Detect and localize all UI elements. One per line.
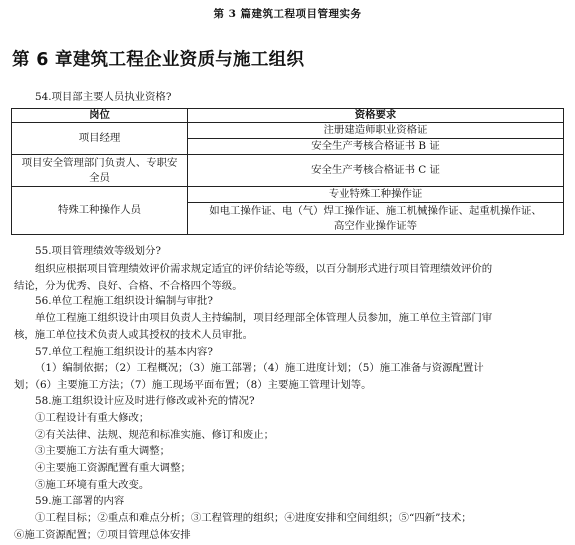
requirement-cell: 专业特殊工种操作证 (188, 187, 564, 203)
question-57: 57.单位工程施工组织设计的基本内容? (35, 346, 213, 358)
qualification-table (11, 108, 564, 235)
post-cell (12, 155, 188, 187)
question-58: 58.施工组织设计应及时进行修改或补充的情况? (35, 395, 255, 407)
answer-line: 划；（6）主要施工方法；（7）施工现场平面布置；（8）主要施工管理计划等。 (14, 379, 372, 391)
post-cell-line: 全员 (89, 171, 110, 184)
question-59: 59.施工部署的内容 (35, 495, 125, 507)
list-item: ②有关法律、法规、规范和标准实施、修订和废止； (35, 429, 274, 441)
post-cell-line: 项目安全管理部门负责人、专职安 (21, 156, 178, 169)
post-cell: 特殊工种操作人员 (12, 187, 188, 235)
column-header-requirement: 资格要求 (188, 109, 564, 123)
requirement-cell: 安全生产考核合格证书 B 证 (188, 139, 564, 155)
requirement-line: 如电工操作证、电（气）焊工操作证、施工机械操作证、起重机操作证、 (209, 204, 542, 217)
question-54: 54.项目部主要人员执业资格? (35, 91, 172, 103)
table-row (12, 187, 564, 203)
answer-line: 核，施工单位技术负责人或其授权的技术人员审批。 (14, 329, 253, 341)
requirement-cell (188, 203, 564, 235)
answer-line: 结论，分为优秀、良好、合格、不合格四个等级。 (14, 280, 243, 292)
answer-line: ⑥施工资源配置；⑦项目管理总体安排 (14, 529, 191, 541)
table-row (12, 155, 564, 187)
question-56: 56.单位工程施工组织设计编制与审批? (35, 295, 213, 307)
table-row (12, 123, 564, 139)
answer-line: 单位工程施工组织设计由项目负责人主持编制，项目经理部全体管理人员参加，施工单位主管部门审 (35, 312, 493, 324)
running-header: 第 3 篇建筑工程项目管理实务 (213, 8, 362, 20)
table-header-row (12, 109, 564, 123)
answer-line: ①工程目标；②重点和难点分析；③工程管理的组织；④进度安排和空间组织；⑤“四新”技术； (35, 512, 472, 524)
answer-line: 组织应根据项目管理绩效评价需求规定适宜的评价结论等级，以百分制形式进行项目管理绩效评价的 (35, 263, 493, 275)
requirement-cell: 安全生产考核合格证书 C 证 (188, 155, 564, 187)
list-item: ⑤施工环境有重大改变。 (35, 479, 150, 491)
requirement-cell: 注册建造师职业资格证 (188, 123, 564, 139)
chapter-title: 第 6 章建筑工程企业资质与施工组织 (12, 50, 305, 70)
requirement-line: 高空作业操作证等 (333, 219, 418, 232)
list-item: ③主要施工方法有重大调整； (35, 445, 171, 457)
list-item: ①工程设计有重大修改； (35, 412, 150, 424)
answer-line: （1）编制依据；（2）工程概况；（3）施工部署；（4）施工进度计划；（5）施工准备与资源配置计 (35, 362, 484, 374)
post-cell: 项目经理 (12, 123, 188, 155)
list-item: ④主要施工资源配置有重大调整； (35, 462, 191, 474)
question-55: 55.项目管理绩效等级划分? (35, 245, 162, 257)
column-header-post: 岗位 (12, 109, 188, 123)
